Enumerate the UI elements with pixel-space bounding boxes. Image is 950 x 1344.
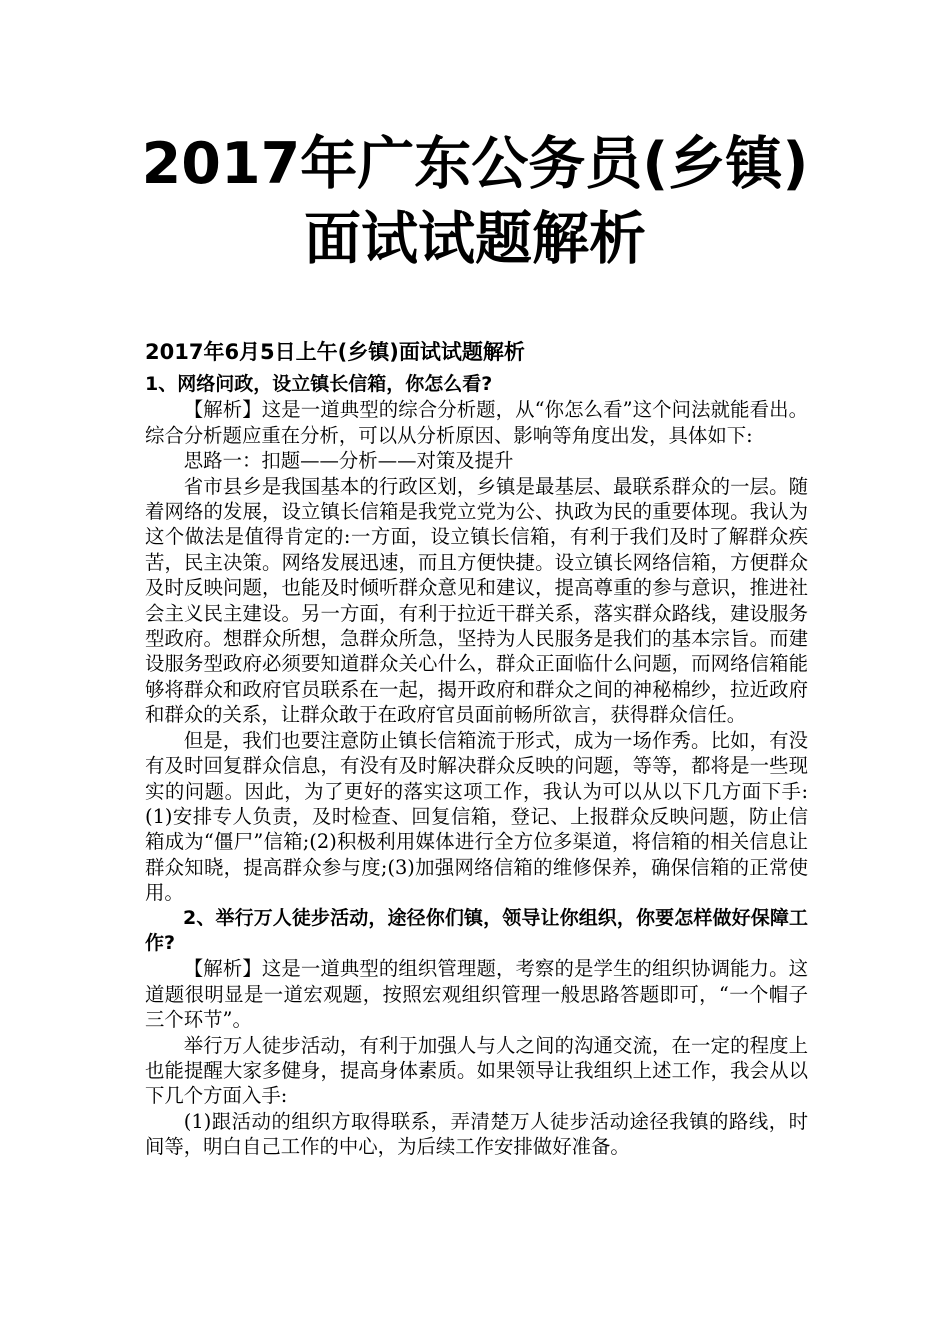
question-1-analysis: 【解析】这是一道典型的综合分析题，从“你怎么看”这个问法就能看出。综合分析题应重在分析，可以从分析原因、影响等角度出发，具体如下: <box>145 398 808 447</box>
document-body <box>145 338 808 1160</box>
document-title-line-1: 2017年广东公务员(乡镇) <box>141 131 809 197</box>
question-2-analysis: 【解析】这是一道典型的组织管理题，考察的是学生的组织协调能力。这道题很明显是一道宏观题，按照宏观组织管理一般思路答题即可，“一个帽子三个环节”。 <box>145 957 808 1032</box>
document-title-line-2: 面试试题解析 <box>304 206 646 272</box>
question-2-paragraph-2: (1)跟活动的组织方取得联系，弄清楚万人徒步活动途径我镇的路线，时间等，明白自己工作的中心，为后续工作安排做好准备。 <box>145 1109 808 1159</box>
section-heading: 2017年6月5日上午(乡镇)面试试题解析 <box>145 340 525 364</box>
question-2: 2、举行万人徒步活动，途径你们镇，领导让你组织，你要怎样做好保障工作? <box>145 906 808 954</box>
question-1-paragraph-1: 省市县乡是我国基本的行政区划，乡镇是最基层、最联系群众的一层。随着网络的发展，设立镇长信箱是我党立党为公、执政为民的重要体现。我认为这个做法是值得肯定的:一方面，设立镇长信箱，有利于我们及时了解群众疾苦，民主决策。网络发展迅速，而且方便快捷。设立镇长网络信箱，方便群众及时反映问题，也能及时倾听群众意见和建议，提高尊重的参与意识，推进社会主义民主建设。另一方面，有利于拉近干群关系，落实群众路线，建设服务型政府。想群众所想，急群众所急，坚持为人民服务是我们的基本宗旨。而建设服务型政府必须要知道群众关心什么，群众正面临什么问题，而网络信箱能够将群众和政府官员联系在一起，揭开政府和群众之间的神秘棉纱，拉近政府和群众的关系，让群众敢于在政府官员面前畅所欲言，获得群众信任。 <box>145 474 808 727</box>
question-1-paragraph-2: 但是，我们也要注意防止镇长信箱流于形式，成为一场作秀。比如，有没有及时回复群众信息，有没有及时解决群众反映的问题，等等，都将是一些现实的问题。因此，为了更好的落实这项工作，我认为可以从以下几方面下手:(1)安排专人负责，及时检查、回复信箱，登记、上报群众反映问题，防止信箱成为“僵尸”信箱;(2)积极利用媒体进行全方位多渠道，将信箱的相关信息让群众知晓，提高群众参与度;(3)加强网络信箱的维修保养，确保信箱的正常使用。 <box>145 728 808 905</box>
question-1: 1、网络问政，设立镇长信箱，你怎么看? <box>145 373 493 395</box>
question-1-approach: 思路一：扣题——分析——对策及提升 <box>183 449 514 473</box>
question-2-paragraph-1: 举行万人徒步活动，有利于加强人与人之间的沟通交流，在一定的程度上也能提醒大家多健身，提高身体素质。如果领导让我组织上述工作，我会从以下几个方面入手: <box>145 1033 808 1108</box>
